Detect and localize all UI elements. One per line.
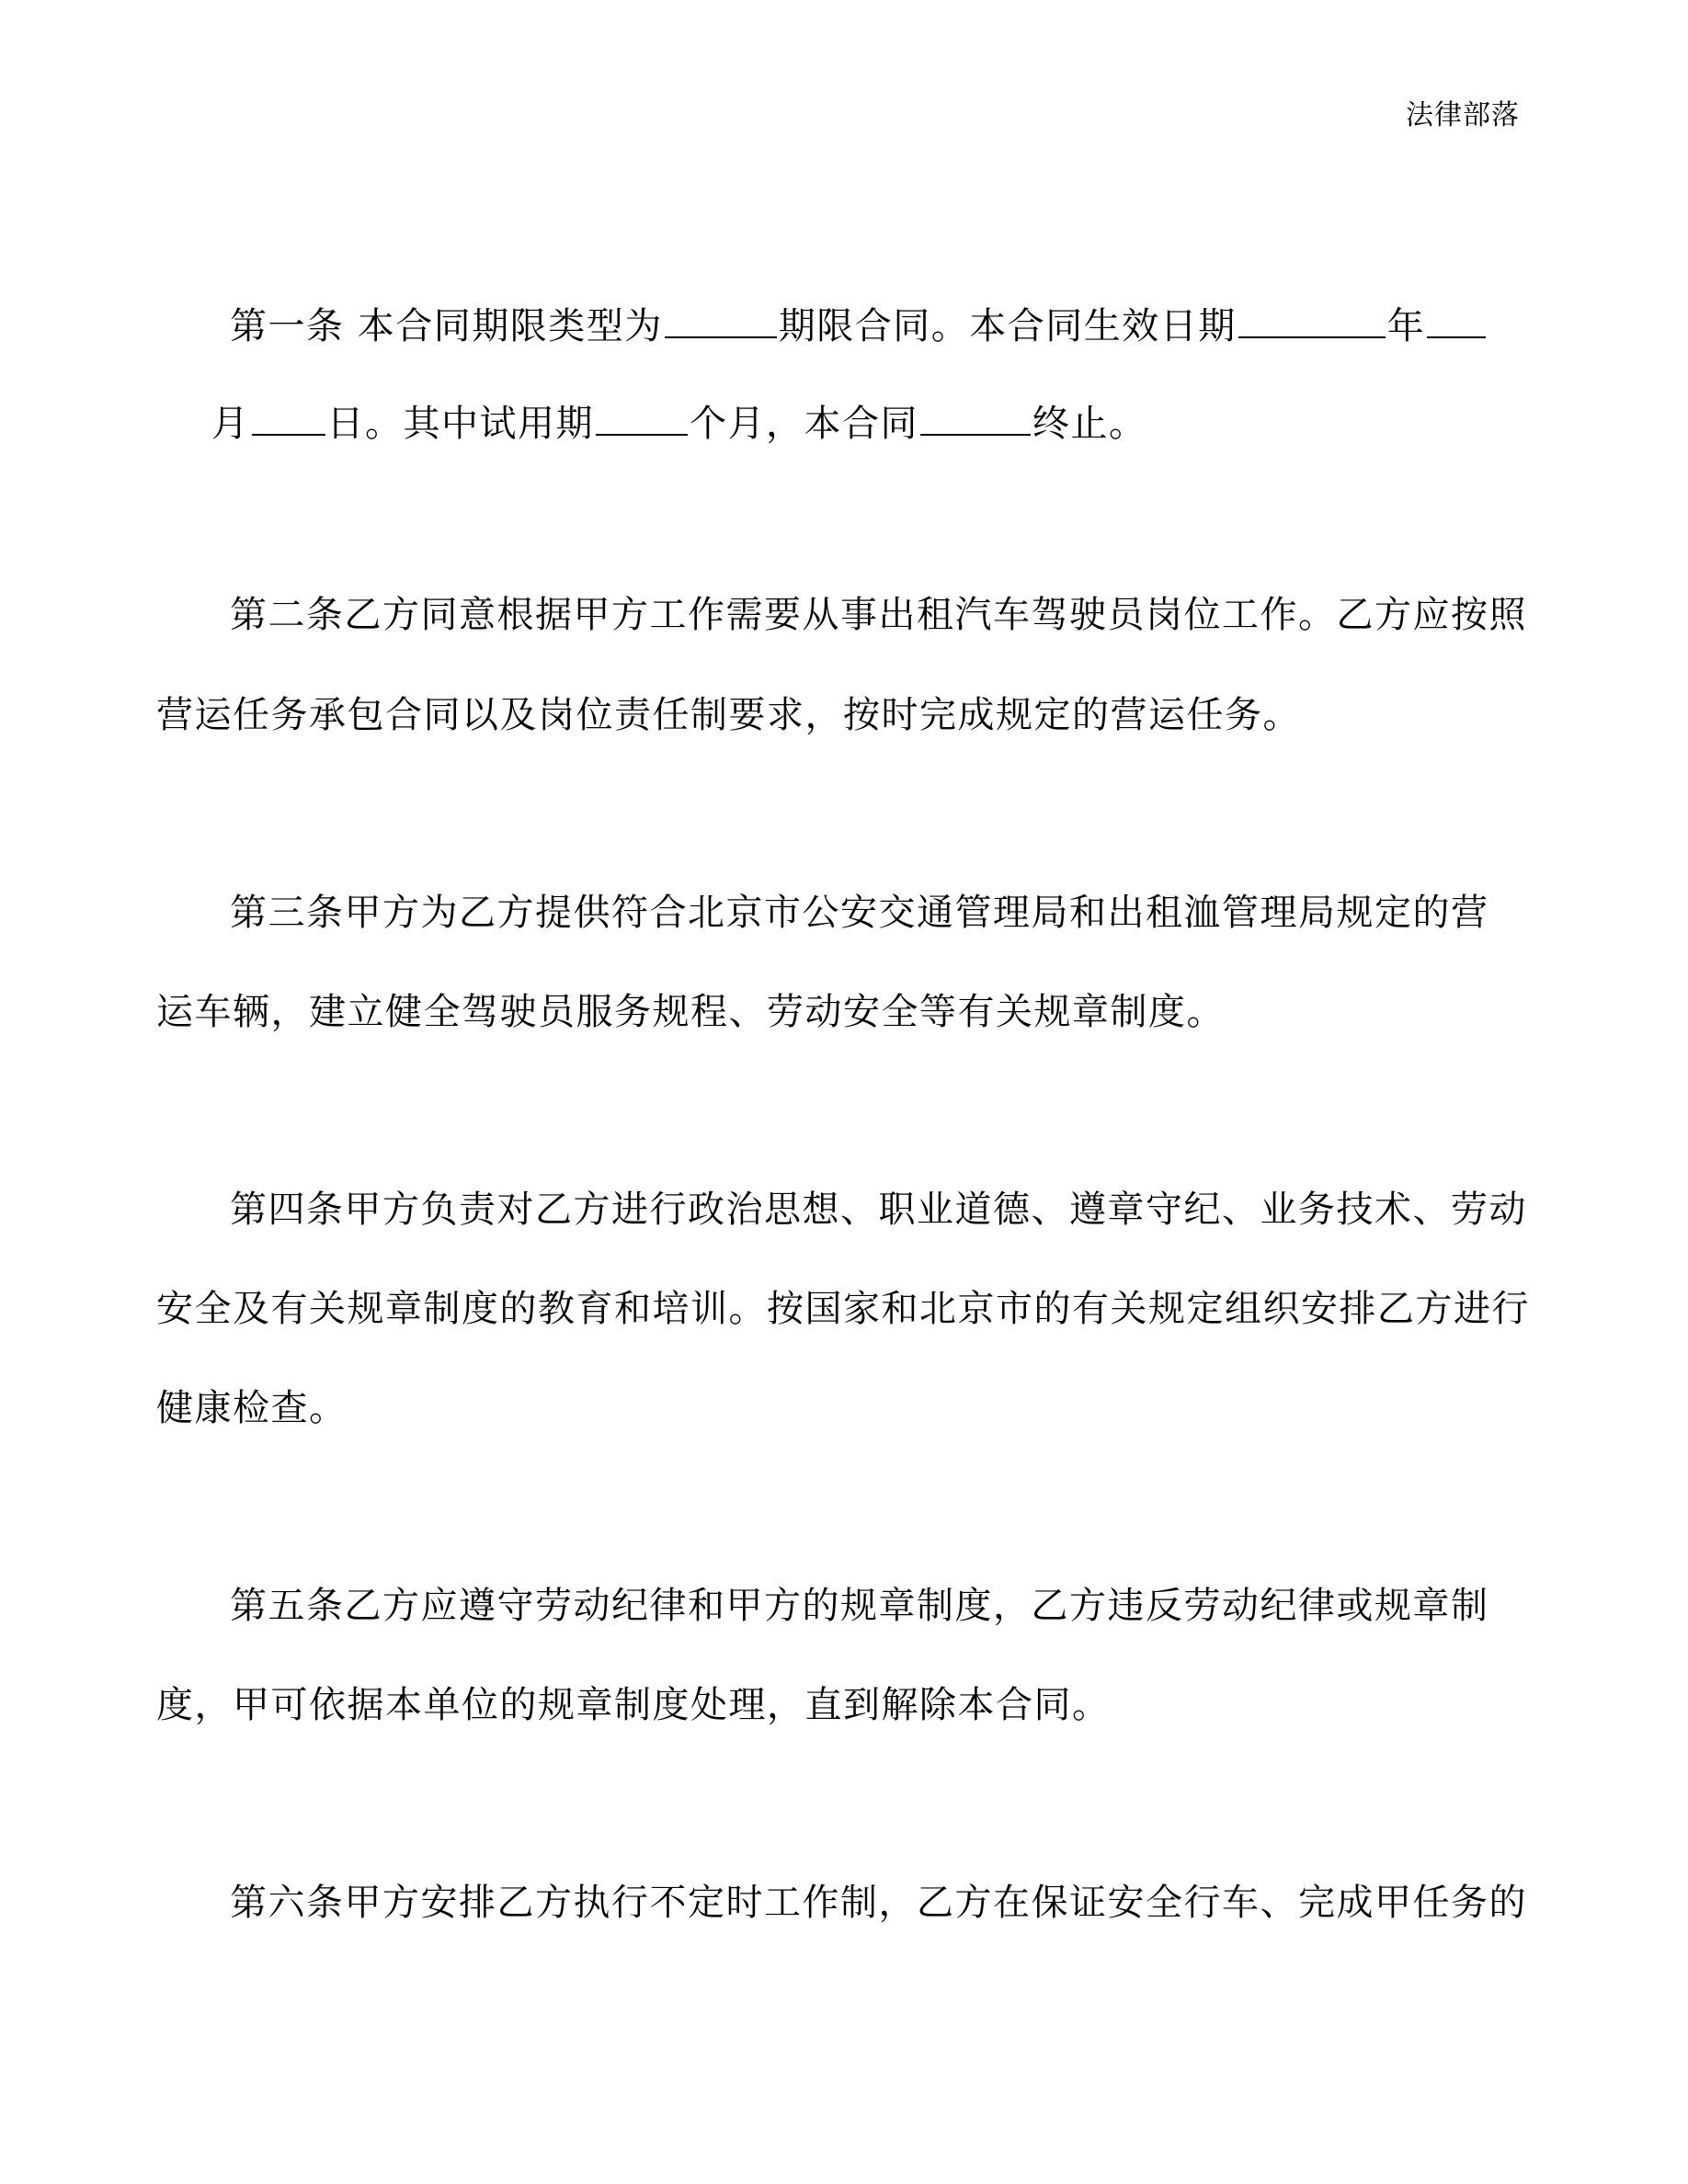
article-1-text-f: 个月，本合同 — [690, 403, 918, 445]
article-5-line-1: 第五条乙方应遵守劳动纪律和甲方的规章制度，乙方违反劳动纪律或规章制 — [230, 1585, 1489, 1627]
article-3-line-1: 第三条甲方为乙方提供符合北京市公安交通管理局和出租洫管理局规定的营 — [230, 892, 1489, 934]
page-header-brand: 法律部落 — [1406, 99, 1520, 131]
article-5-line-2: 度，甲可依据本单位的规章制度处理，直到解除本合同。 — [156, 1684, 1111, 1726]
effective-month-blank[interactable] — [1427, 296, 1486, 338]
article-1-text-g: 终止。 — [1032, 403, 1147, 445]
article-1-line-2 — [211, 393, 1147, 449]
article-2-line-2: 营运任务承包合同以及岗位责任制要求，按时完成规定的营运任务。 — [156, 694, 1301, 736]
article-1-text-b: 期限合同。本合同生效日期 — [778, 305, 1237, 347]
article-1-line-1 — [230, 296, 1488, 352]
article-2-line-1: 第二条乙方同意根据甲方工作需要从事出租汽车驾驶员岗位工作。乙方应按照 — [230, 594, 1527, 636]
article-3-line-2: 运车辆，建立健全驾驶员服务规程、劳动安全等有关规章制度。 — [156, 991, 1225, 1033]
article-4-line-3: 健康检查。 — [156, 1387, 348, 1429]
article-6-line-1: 第六条甲方安排乙方执行不定时工作制，乙方在保证安全行车、完成甲任务的 — [230, 1882, 1527, 1924]
effective-year-blank[interactable] — [1238, 296, 1386, 338]
effective-day-blank[interactable] — [252, 393, 325, 436]
article-4-line-2: 安全及有关规章制度的教育和培训。按国家和北京市的有关规定组织安排乙方进行 — [156, 1288, 1530, 1330]
contract-type-blank[interactable] — [665, 296, 777, 338]
article-1-text-d: 月 — [211, 403, 250, 445]
article-4-line-1: 第四条甲方负责对乙方进行政治思想、职业道德、遵章守纪、业务技术、劳动 — [230, 1189, 1527, 1231]
article-1-text-c: 年 — [1386, 305, 1426, 347]
article-1-text-e: 日。其中试用期 — [326, 403, 594, 445]
termination-blank[interactable] — [920, 393, 1031, 436]
article-1-text-a: 第一条 本合同期限类型为 — [230, 305, 663, 347]
probation-months-blank[interactable] — [596, 393, 688, 436]
